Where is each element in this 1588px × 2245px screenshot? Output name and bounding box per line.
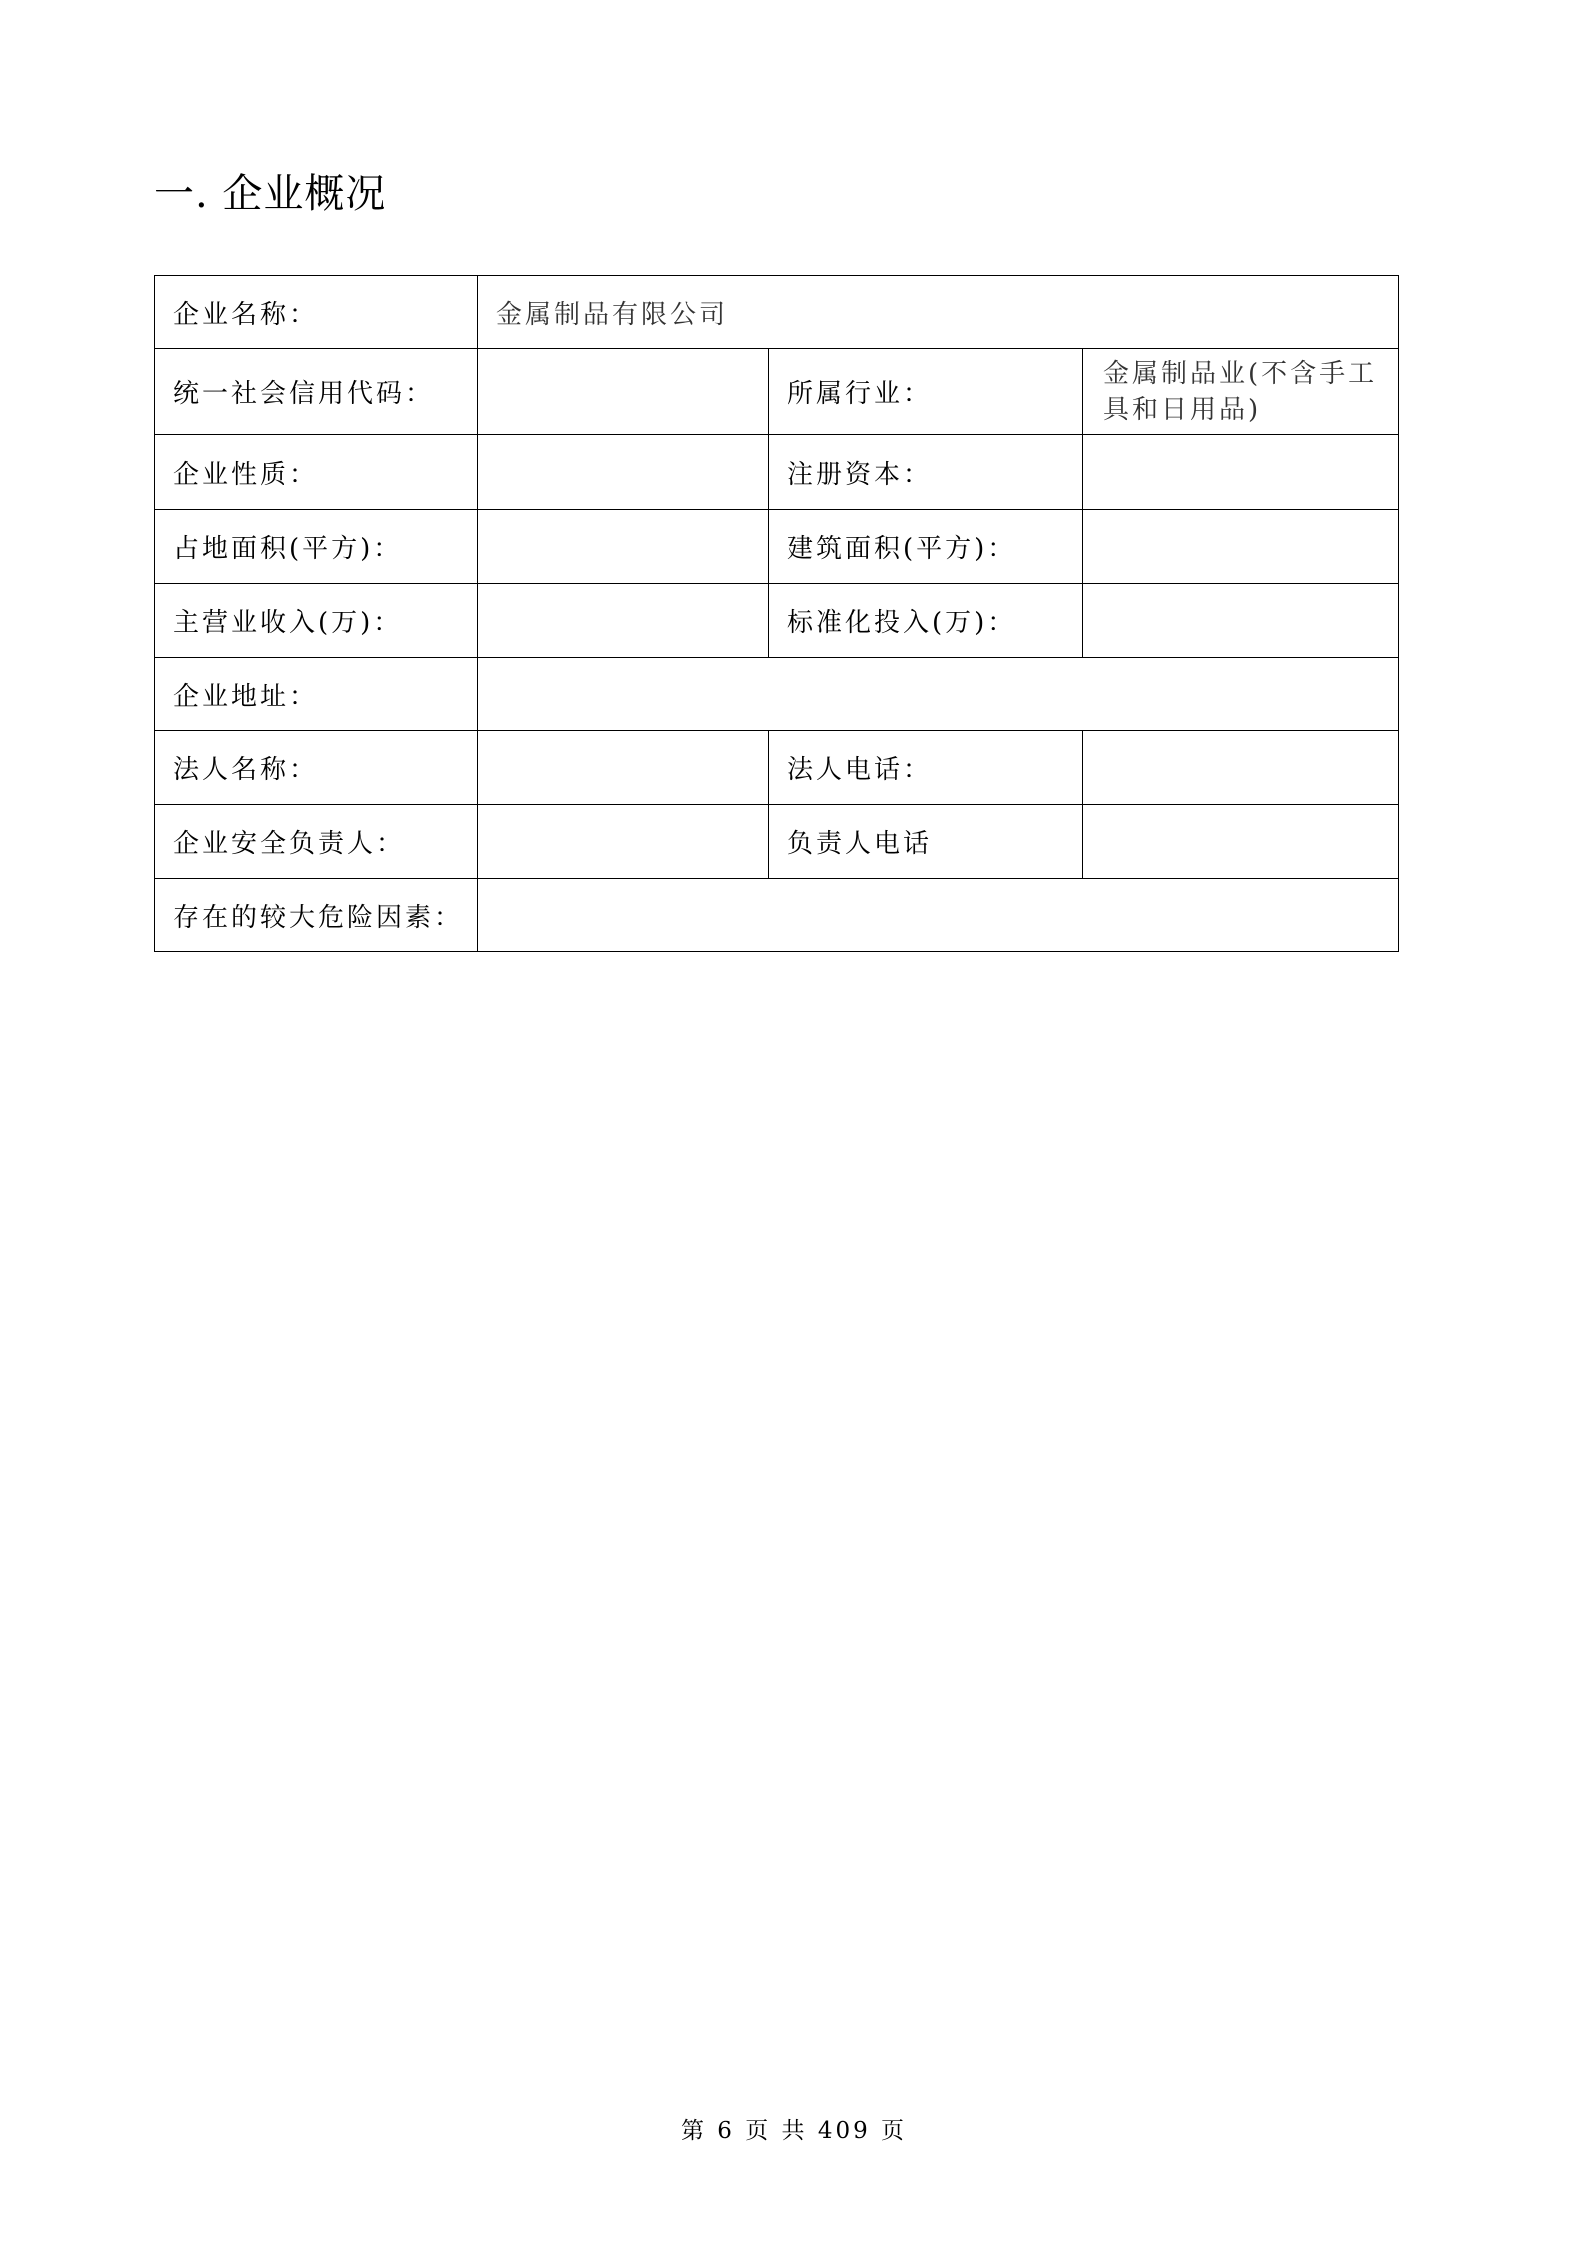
standardization-value xyxy=(1083,584,1399,658)
company-name-value: 金属制品有限公司 xyxy=(478,276,1399,349)
hazards-label: 存在的较大危险因素： xyxy=(155,879,478,952)
section-title: 一. 企业概况 xyxy=(154,171,387,217)
building-area-label: 建筑面积(平方)： xyxy=(769,510,1083,584)
legal-phone-label: 法人电话： xyxy=(769,731,1083,805)
safety-phone-value xyxy=(1083,805,1399,879)
safety-person-label: 企业安全负责人： xyxy=(155,805,478,879)
company-name-label: 企业名称： xyxy=(155,276,478,349)
building-area-value xyxy=(1083,510,1399,584)
standardization-label: 标准化投入(万)： xyxy=(769,584,1083,658)
table-row xyxy=(155,510,1399,584)
table-row xyxy=(155,435,1399,510)
page-number: 第 6 页 共 409 页 xyxy=(680,2118,908,2144)
legal-person-label: 法人名称： xyxy=(155,731,478,805)
nature-label: 企业性质： xyxy=(155,435,478,510)
nature-value xyxy=(478,435,769,510)
table-row xyxy=(155,276,1399,349)
table-row xyxy=(155,731,1399,805)
address-value xyxy=(478,658,1399,731)
registered-capital-label: 注册资本： xyxy=(769,435,1083,510)
company-overview-table xyxy=(154,275,1399,952)
credit-code-value xyxy=(478,349,769,435)
table-row xyxy=(155,879,1399,952)
table-row xyxy=(155,658,1399,731)
land-area-label: 占地面积(平方)： xyxy=(155,510,478,584)
address-label: 企业地址： xyxy=(155,658,478,731)
credit-code-label: 统一社会信用代码： xyxy=(155,349,478,435)
safety-person-value xyxy=(478,805,769,879)
table-row xyxy=(155,584,1399,658)
industry-label: 所属行业： xyxy=(769,349,1083,435)
revenue-label: 主营业收入(万)： xyxy=(155,584,478,658)
legal-person-value xyxy=(478,731,769,805)
land-area-value xyxy=(478,510,769,584)
hazards-value xyxy=(478,879,1399,952)
table-row xyxy=(155,805,1399,879)
revenue-value xyxy=(478,584,769,658)
legal-phone-value xyxy=(1083,731,1399,805)
table-row xyxy=(155,349,1399,435)
safety-phone-label: 负责人电话 xyxy=(769,805,1083,879)
registered-capital-value xyxy=(1083,435,1399,510)
industry-value: 金属制品业(不含手工具和日用品) xyxy=(1083,349,1399,435)
